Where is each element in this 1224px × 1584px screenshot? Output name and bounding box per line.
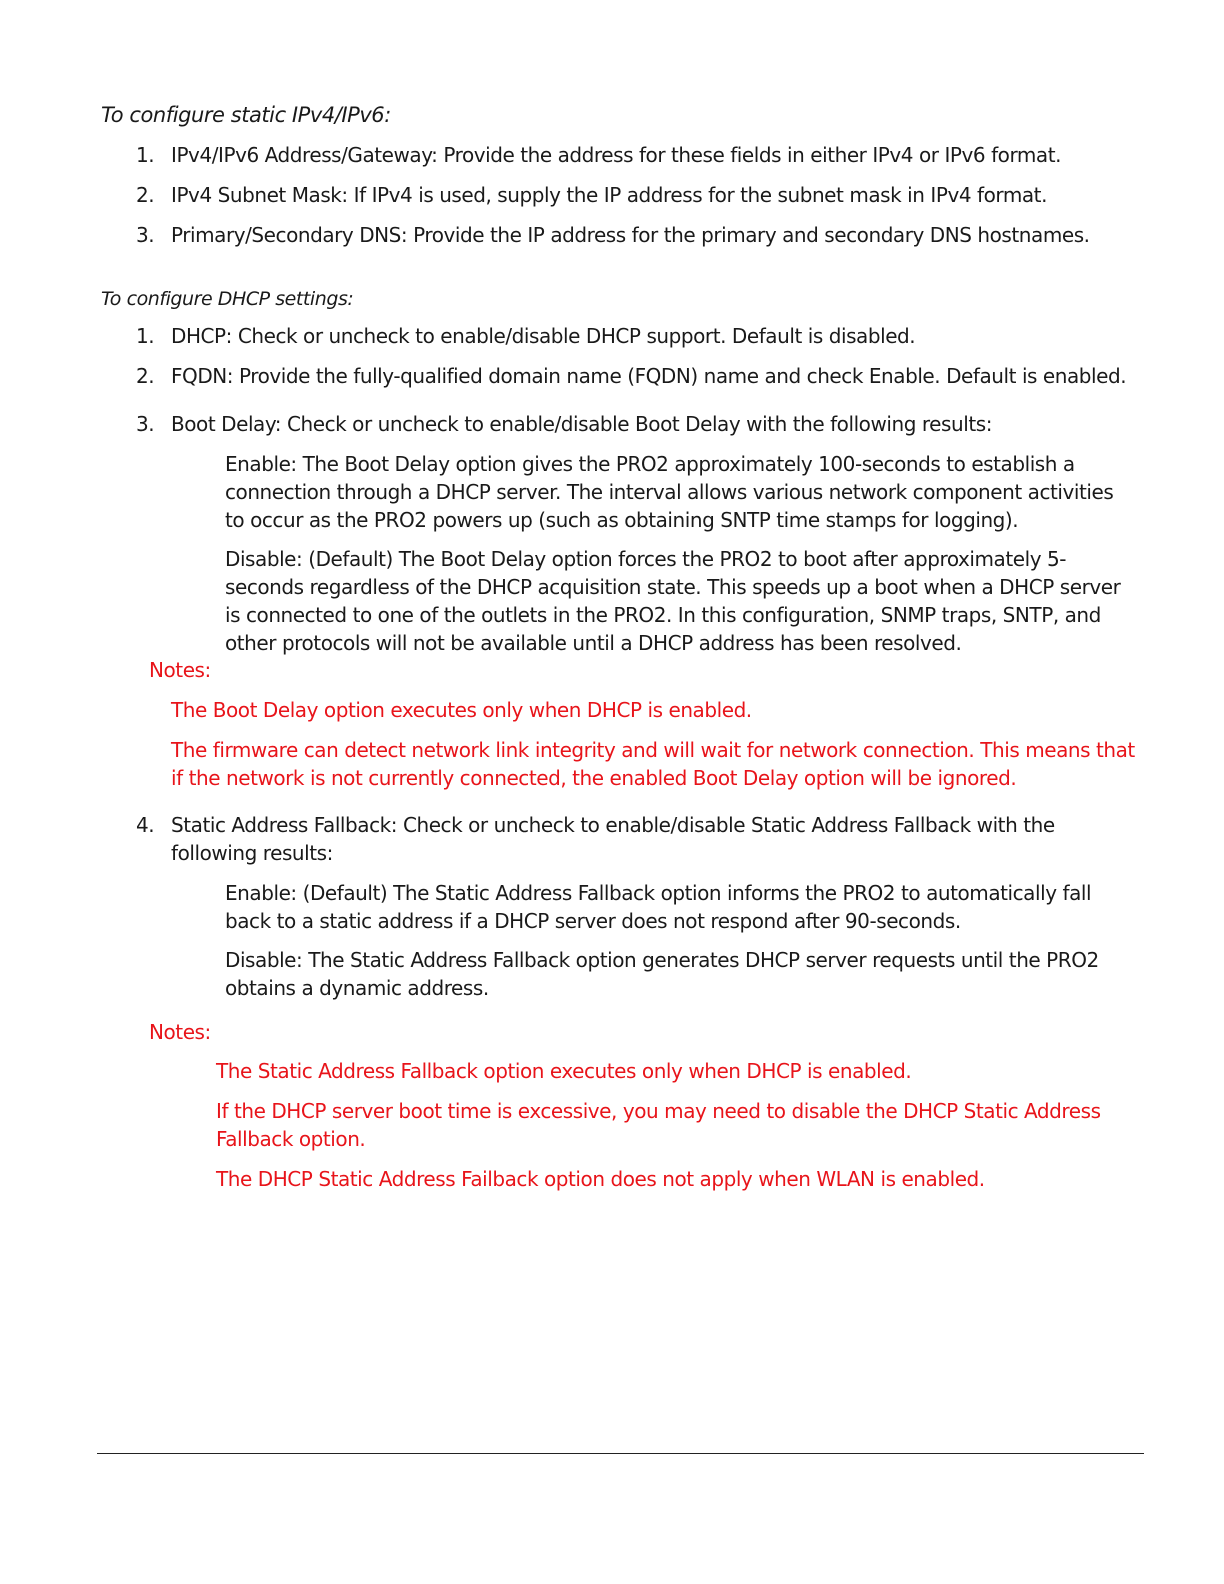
- fallback-note-3: The DHCP Static Address Failback option does not apply when WLAN is enabled.: [216, 1167, 985, 1191]
- paragraph-line: obtains a dynamic address.: [225, 976, 489, 1000]
- paragraph-line: Disable: The Static Address Fallback option generates DHCP server requests until the PRO2: [225, 948, 1099, 972]
- paragraph-line: If the DHCP server boot time is excessive, you may need to disable the DHCP Static Address: [216, 1099, 1101, 1123]
- paragraph-line: back to a static address if a DHCP server does not respond after 90-seconds.: [225, 909, 961, 933]
- fallback-notes-label: Notes:: [149, 1020, 211, 1044]
- paragraph-line: Fallback option.: [216, 1127, 366, 1151]
- fallback-disable-paragraph: [225, 946, 1099, 1002]
- paragraph-line: other protocols will not be available until a DHCP address has been resolved.: [225, 631, 962, 655]
- static-config-heading: To configure static IPv4/IPv6:: [101, 103, 391, 127]
- boot-delay-notes-label: Notes:: [149, 658, 211, 682]
- fallback-enable-paragraph: [225, 879, 1091, 935]
- fallback-note-2: [216, 1097, 1101, 1153]
- dhcp-item-4-number: 4.: [136, 813, 155, 837]
- paragraph-line: connection through a DHCP server. The interval allows various network component activities: [225, 480, 1114, 504]
- boot-delay-disable-paragraph: [225, 545, 1120, 657]
- dhcp-item-4-text: [171, 811, 1055, 867]
- static-item-1-text: IPv4/IPv6 Address/Gateway: Provide the address for these fields in either IPv4 or IPv6 format.: [171, 143, 1062, 167]
- dhcp-item-2-text: FQDN: Provide the fully-qualified domain name (FQDN) name and check Enable. Default is enabled.: [171, 364, 1127, 388]
- static-item-3-text: Primary/Secondary DNS: Provide the IP address for the primary and secondary DNS hostnames.: [171, 223, 1090, 247]
- boot-delay-note-2: [171, 736, 1135, 792]
- dhcp-item-3-text: Boot Delay: Check or uncheck to enable/disable Boot Delay with the following results:: [171, 412, 992, 436]
- paragraph-line: Enable: (Default) The Static Address Fallback option informs the PRO2 to automatically fall: [225, 881, 1092, 905]
- dhcp-item-1-number: 1.: [136, 324, 155, 348]
- dhcp-item-2-number: 2.: [136, 364, 155, 388]
- paragraph-line: is connected to one of the outlets in the PRO2. In this configuration, SNMP traps, SNTP, and: [225, 603, 1101, 627]
- static-item-2-text: IPv4 Subnet Mask: If IPv4 is used, supply the IP address for the subnet mask in IPv4 format.: [171, 183, 1047, 207]
- static-item-2-number: 2.: [136, 183, 155, 207]
- static-item-1-number: 1.: [136, 143, 155, 167]
- boot-delay-enable-paragraph: [225, 450, 1113, 534]
- paragraph-line: if the network is not currently connected, the enabled Boot Delay option will be ignored.: [171, 766, 1017, 790]
- paragraph-line: The firmware can detect network link integrity and will wait for network connection. This means that: [171, 738, 1135, 762]
- paragraph-line: Enable: The Boot Delay option gives the PRO2 approximately 100-seconds to establish a: [225, 452, 1075, 476]
- fallback-note-1: The Static Address Fallback option executes only when DHCP is enabled.: [216, 1059, 912, 1083]
- dhcp-item-1-text: DHCP: Check or uncheck to enable/disable DHCP support. Default is disabled.: [171, 324, 916, 348]
- paragraph-line: to occur as the PRO2 powers up (such as obtaining SNTP time stamps for logging).: [225, 508, 1019, 532]
- paragraph-line: Disable: (Default) The Boot Delay option forces the PRO2 to boot after approximately 5-: [225, 547, 1067, 571]
- dhcp-config-heading: To configure DHCP settings:: [101, 288, 354, 310]
- paragraph-line: following results:: [171, 841, 333, 865]
- paragraph-line: seconds regardless of the DHCP acquisition state. This speeds up a boot when a DHCP server: [225, 575, 1121, 599]
- footer-divider: [97, 1453, 1144, 1454]
- paragraph-line: Static Address Fallback: Check or uncheck to enable/disable Static Address Fallback with the: [171, 813, 1055, 837]
- boot-delay-note-1: The Boot Delay option executes only when DHCP is enabled.: [171, 698, 752, 722]
- dhcp-item-3-number: 3.: [136, 412, 155, 436]
- static-item-3-number: 3.: [136, 223, 155, 247]
